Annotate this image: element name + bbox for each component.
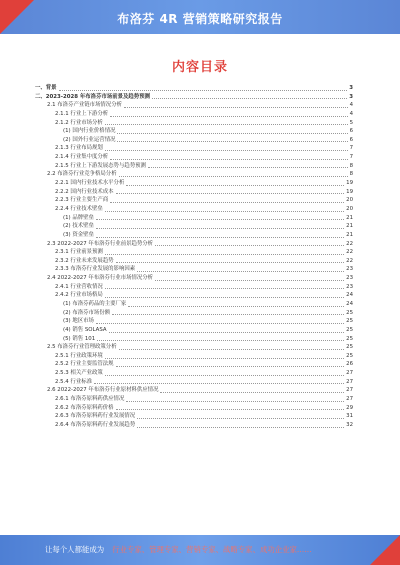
toc-leader-dots xyxy=(116,262,345,263)
toc-entry[interactable] xyxy=(35,205,353,214)
toc-entry-page: 24 xyxy=(346,292,353,299)
footer-slogan-sub: 行业专家、管理专家、营销专家、战略专家、成功企业家…… xyxy=(112,545,312,554)
toc-leader-dots xyxy=(110,116,347,117)
toc-entry[interactable] xyxy=(35,412,353,421)
toc-entry-title: (1) 品牌壁垒 xyxy=(63,214,94,221)
toc-entry-title: 2.6.3 布洛芬原料药行业发展情况 xyxy=(55,413,136,420)
toc-entry-page: 5 xyxy=(349,119,353,126)
toc-leader-dots xyxy=(117,141,347,142)
toc-entry-title: 2.3 2022-2027 年布洛芬行业前景趋势分析 xyxy=(47,240,154,247)
toc-entry-page: 19 xyxy=(346,180,353,187)
toc-leader-dots xyxy=(96,323,344,324)
toc-leader-dots xyxy=(160,392,344,393)
toc-leader-dots xyxy=(105,375,344,376)
toc-entry-page: 23 xyxy=(346,275,353,282)
toc-entry[interactable] xyxy=(35,265,353,274)
toc-leader-dots xyxy=(110,202,344,203)
toc-entry-title: 2.3.2 行业未来发展趋势 xyxy=(55,257,114,264)
toc-entry[interactable] xyxy=(35,291,353,300)
toc-entry-page: 20 xyxy=(346,197,353,204)
toc-entry-title: 2.2.2 国内行业技术成本 xyxy=(55,188,114,195)
toc-leader-dots xyxy=(117,133,347,134)
toc-entry-title: 2.1 布洛芬产业链市场情况分析 xyxy=(47,102,122,109)
toc-entry-page: 23 xyxy=(346,283,353,290)
toc-leader-dots xyxy=(105,254,344,255)
toc-entry-page: 25 xyxy=(346,352,353,359)
toc-entry-title: (3) 地区市场 xyxy=(63,318,94,325)
toc-entry-title: (2) 布洛芬市场份额 xyxy=(63,309,111,316)
toc-leader-dots xyxy=(126,185,344,186)
toc-leader-dots xyxy=(105,297,344,298)
toc-entry-title: 2.4.2 行业市场格局 xyxy=(55,292,103,299)
toc-leader-dots xyxy=(119,349,345,350)
toc-leader-dots xyxy=(152,98,347,99)
toc-entry[interactable] xyxy=(35,257,353,266)
toc-entry-page: 8 xyxy=(349,162,353,169)
toc-entry[interactable] xyxy=(35,144,353,153)
toc-leader-dots xyxy=(116,366,345,367)
toc-entry-page: 27 xyxy=(346,370,353,377)
toc-entry[interactable] xyxy=(35,93,353,102)
toc-entry-title: 2.4 2022-2027 年布洛芬行业市场情况分析 xyxy=(47,275,154,282)
toc-entry[interactable] xyxy=(35,404,353,413)
toc-entry-title: (3) 资金壁垒 xyxy=(63,231,94,238)
toc-entry[interactable] xyxy=(35,127,353,136)
toc-leader-dots xyxy=(155,280,344,281)
toc-entry-page: 24 xyxy=(346,301,353,307)
toc-entry-title: (5) 销售 101 xyxy=(63,335,96,342)
toc-leader-dots xyxy=(110,159,347,160)
toc-entry-page: 4 xyxy=(349,110,353,117)
toc-entry-page: 31 xyxy=(346,413,353,420)
toc-entry-page: 25 xyxy=(346,318,353,325)
toc-entry[interactable] xyxy=(35,162,353,171)
toc-entry-title: 二、2023-2028 年布洛芬市场前景及趋势预测 xyxy=(35,93,150,100)
toc-entry-title: 2.5 布洛芬行业管理政策分析 xyxy=(47,344,117,351)
toc-entry[interactable] xyxy=(35,110,353,119)
toc-entry[interactable] xyxy=(35,343,353,352)
toc-entry-title: 2.6.2 布洛芬原料药价格 xyxy=(55,404,114,411)
toc-entry-title: 2.5.1 行业政策环境 xyxy=(55,352,103,359)
toc-entry[interactable] xyxy=(35,231,353,240)
toc-entry-page: 22 xyxy=(346,240,353,247)
toc-entry[interactable] xyxy=(35,153,353,162)
toc-entry-page: 21 xyxy=(346,214,353,221)
toc-entry[interactable] xyxy=(35,300,353,309)
toc-entry-title: (2) 国外行业运营情况 xyxy=(63,136,116,143)
toc-entry-page: 25 xyxy=(346,344,353,351)
toc-entry-title: 2.2 布洛芬行业竞争格局分析 xyxy=(47,171,117,178)
toc-entry[interactable] xyxy=(35,386,353,395)
toc-entry-page: 27 xyxy=(346,378,353,385)
toc-leader-dots xyxy=(119,176,348,177)
toc-entry-title: 2.2.3 行业主要生产商 xyxy=(55,197,109,204)
report-title: 布洛芬 4R 营销策略研究报告 xyxy=(117,12,283,26)
toc-entry-title: 2.3.3 布洛芬行业发展的影响因素 xyxy=(55,266,136,273)
toc-leader-dots xyxy=(112,314,344,315)
toc-leader-dots xyxy=(105,211,344,212)
toc-entry-page: 3 xyxy=(349,93,353,100)
page-header xyxy=(0,0,400,34)
toc-leader-dots xyxy=(97,340,344,341)
footer-slogan-main: 让每个人都能成为 xyxy=(45,545,105,554)
toc-entry-page: 27 xyxy=(346,396,353,403)
toc-entry-title: 2.5.4 行业标准 xyxy=(55,378,92,385)
toc-leader-dots xyxy=(105,288,344,289)
toc-entry[interactable] xyxy=(35,101,353,110)
toc-entry[interactable] xyxy=(35,274,353,283)
toc-entry-title: (1) 布洛芬药品的主要厂家 xyxy=(63,301,127,307)
toc-entry[interactable] xyxy=(35,179,353,188)
toc-entry-page: 6 xyxy=(349,128,353,135)
toc-leader-dots xyxy=(105,150,348,151)
toc-entry-page: 32 xyxy=(346,421,353,428)
toc-entry[interactable] xyxy=(35,240,353,249)
toc-entry-page: 3 xyxy=(349,84,353,91)
toc-leader-dots xyxy=(137,427,344,428)
toc-entry-page: 4 xyxy=(349,102,353,109)
toc-entry-title: 2.4.1 行业营收情况 xyxy=(55,283,103,290)
toc-entry[interactable] xyxy=(35,136,353,145)
toc-entry[interactable] xyxy=(35,395,353,404)
toc-entry[interactable] xyxy=(35,317,353,326)
toc-entry-title: 2.6.1 布洛芬原料药供应情况 xyxy=(55,396,125,403)
toc-entry-title: 2.2.1 国内行业技术水平分析 xyxy=(55,180,125,187)
footer-slogan xyxy=(45,544,380,555)
toc-entry[interactable] xyxy=(35,214,353,223)
toc-entry-title: 2.5.3 相关产业政策 xyxy=(55,370,103,377)
toc-entry[interactable] xyxy=(35,84,353,93)
toc-entry-page: 22 xyxy=(346,249,353,256)
toc-leader-dots xyxy=(94,383,344,384)
toc-leader-dots xyxy=(137,271,344,272)
toc-entry-title: 2.2.4 行业技术壁垒 xyxy=(55,205,103,212)
toc-entry[interactable] xyxy=(35,222,353,231)
toc-leader-dots xyxy=(59,90,348,91)
toc-heading: 内容目录 xyxy=(171,60,228,75)
toc-entry-page: 6 xyxy=(349,136,353,143)
toc-entry-title: 2.1.5 行业上下游发展态势与趋势预测 xyxy=(55,162,146,169)
toc-entry[interactable] xyxy=(35,248,353,257)
toc-entry-page: 27 xyxy=(346,387,353,394)
toc-entry-title: (4) 销售 SOLASA xyxy=(63,326,107,333)
toc-entry-page: 25 xyxy=(346,335,353,342)
toc-entry-page: 21 xyxy=(346,223,353,230)
toc-leader-dots xyxy=(96,237,344,238)
toc-entry-page: 21 xyxy=(346,231,353,238)
toc-leader-dots xyxy=(96,228,344,229)
toc-entry[interactable] xyxy=(35,421,353,430)
toc-entry[interactable] xyxy=(35,196,353,205)
toc-entry-title: 2.1.1 行业上下游分析 xyxy=(55,110,109,117)
toc-entry[interactable] xyxy=(35,326,353,335)
toc-leader-dots xyxy=(128,306,344,307)
toc-leader-dots xyxy=(96,219,344,220)
toc-entry-page: 22 xyxy=(346,257,353,264)
toc-entry-page: 20 xyxy=(346,205,353,212)
toc-entry-title: 2.1.4 行业集中度分析 xyxy=(55,154,109,161)
toc-entry[interactable] xyxy=(35,352,353,361)
toc-entry[interactable] xyxy=(35,283,353,292)
toc-entry-title: (1) 国内行业价格情况 xyxy=(63,128,116,135)
toc-leader-dots xyxy=(105,124,348,125)
toc-leader-dots xyxy=(148,167,348,168)
toc-leader-dots xyxy=(105,358,344,359)
toc-entry[interactable] xyxy=(35,361,353,370)
toc-entry[interactable] xyxy=(35,119,353,128)
toc-entry-page: 8 xyxy=(349,171,353,178)
toc-entry-title: 2.5.2 行业主要监管法规 xyxy=(55,361,114,368)
toc-entry[interactable] xyxy=(35,378,353,387)
toc-leader-dots xyxy=(126,401,344,402)
page-footer xyxy=(0,535,400,565)
toc-entry-title: 2.1.3 行业布局规划 xyxy=(55,145,103,152)
toc-entry[interactable] xyxy=(35,335,353,344)
toc-leader-dots xyxy=(116,409,345,410)
toc-entry-title: 2.1.2 行业市场分析 xyxy=(55,119,103,126)
toc-entry[interactable] xyxy=(35,309,353,318)
toc-leader-dots xyxy=(109,332,345,333)
toc-entry-page: 25 xyxy=(346,326,353,333)
toc-entry-title: 2.3.1 行业前景预测 xyxy=(55,249,103,256)
toc-leader-dots xyxy=(124,107,348,108)
toc-entry-title: 一、背景 xyxy=(35,84,57,91)
toc-leader-dots xyxy=(155,245,344,246)
toc-entry-title: 2.6 2022-2027 年布洛芬行业原材料供应情况 xyxy=(47,387,159,394)
toc-entry[interactable] xyxy=(35,188,353,197)
toc-entry-page: 25 xyxy=(346,309,353,316)
toc-entry-title: 2.6.4 布洛芬原料药行业发展趋势 xyxy=(55,421,136,428)
toc-entry-page: 29 xyxy=(346,404,353,411)
toc-entry-page: 19 xyxy=(346,188,353,195)
toc-entry-page: 7 xyxy=(349,145,353,152)
toc-entry-page: 23 xyxy=(346,266,353,273)
toc-leader-dots xyxy=(137,418,344,419)
table-of-contents xyxy=(35,84,353,430)
toc-entry-page: 7 xyxy=(349,154,353,161)
toc-entry[interactable] xyxy=(35,170,353,179)
toc-entry-title: (2) 技术壁垒 xyxy=(63,223,94,230)
toc-leader-dots xyxy=(116,193,345,194)
toc-entry-page: 26 xyxy=(346,361,353,368)
toc-entry[interactable] xyxy=(35,369,353,378)
